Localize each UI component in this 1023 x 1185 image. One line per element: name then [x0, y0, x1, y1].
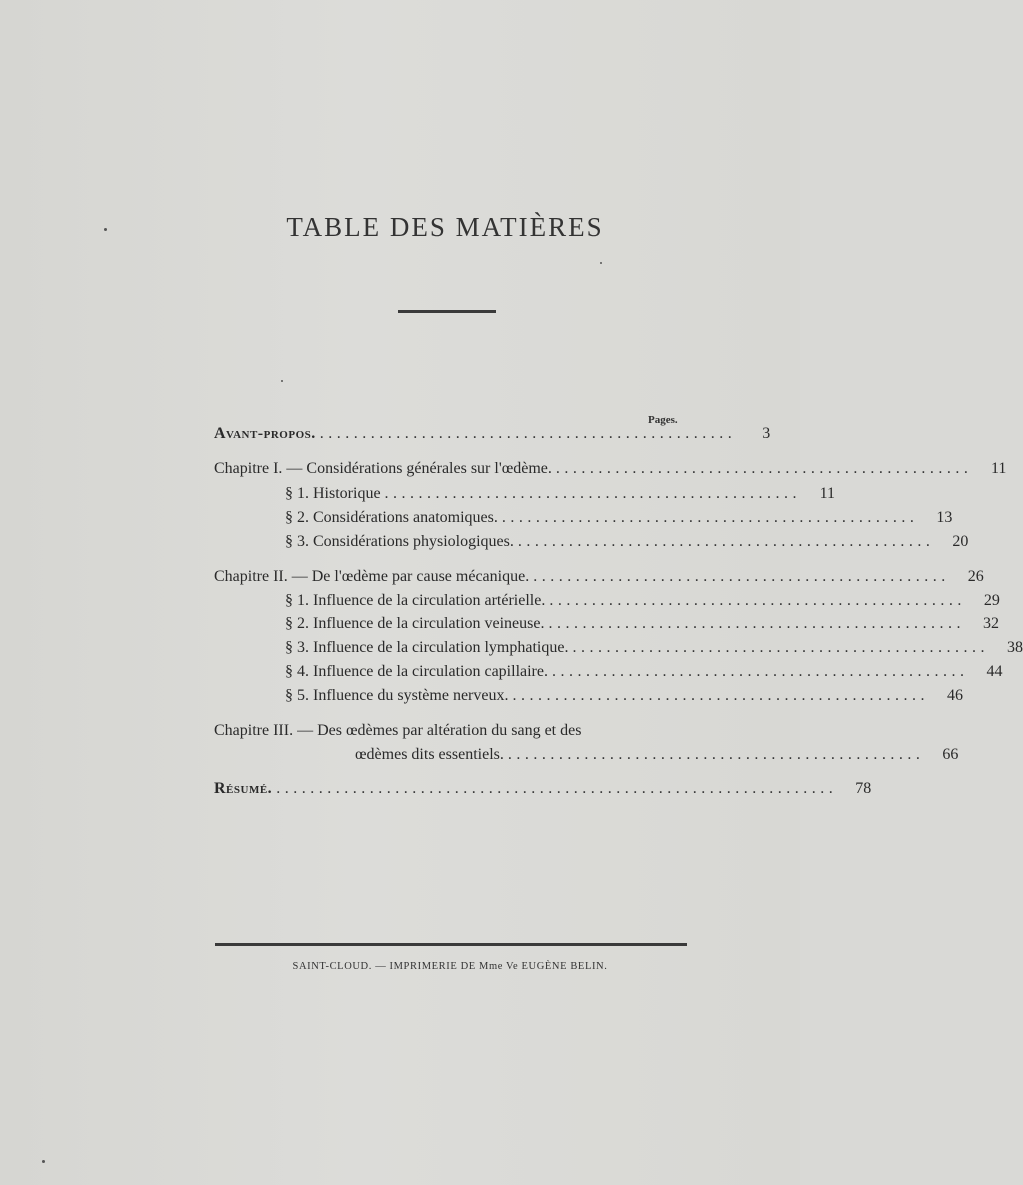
toc-entry-resume: [214, 779, 872, 799]
toc-page-number: 11: [991, 460, 1007, 477]
dot-leader: .................................................: [555, 460, 973, 477]
toc-entry-1-1: [285, 484, 836, 504]
dot-leader: .................................................: [533, 568, 950, 585]
toc-page-number: 29: [983, 592, 1000, 609]
title-rule: [398, 310, 496, 313]
toc-label: § 1. Historique: [285, 485, 381, 502]
paper-speck: [600, 262, 602, 264]
dot-leader: .................................................: [551, 663, 969, 680]
toc-label: Chapitre II. — De l'œdème par cause mécanique.: [214, 568, 530, 585]
printer-imprint: SAINT-CLOUD. — IMPRIMERIE DE Mme Ve EUGÈNE BELIN.: [292, 961, 608, 972]
toc-page-number: 78: [855, 780, 872, 797]
dot-leader: .................................................: [549, 592, 966, 609]
toc-page-number: 32: [982, 615, 999, 632]
toc-page-number: 66: [942, 746, 959, 763]
footer-rule: [215, 943, 687, 946]
pages-column-label: Pages.: [648, 414, 678, 426]
dot-leader: .................................................: [507, 746, 925, 763]
toc-page-number: 38: [1006, 639, 1023, 656]
toc-entry-chapitre-1: [214, 459, 1007, 479]
toc-page-number: 26: [967, 568, 984, 585]
toc-entry-avant-propos: [214, 424, 771, 444]
toc-page-number: 3: [762, 425, 771, 442]
dot-leader: .................................................: [384, 485, 802, 502]
toc-page-number: 20: [952, 533, 969, 550]
toc-label: § 5. Influence du système nerveux.: [285, 687, 509, 704]
toc-label: Chapitre III. — Des œdèmes par altération du sang et des: [214, 722, 582, 739]
toc-entry-chapitre-3: [214, 721, 684, 741]
toc-label: Résumé.: [214, 780, 273, 797]
toc-page-number: 44: [986, 663, 1003, 680]
toc-page-number: 13: [936, 509, 953, 526]
toc-entry-chapitre-3-cont: [355, 745, 959, 765]
paper-speck: [42, 1160, 45, 1163]
toc-entry-2-4: [285, 662, 1003, 682]
toc-label: § 2. Considérations anatomiques.: [285, 509, 498, 526]
toc-page-number: 11: [819, 485, 836, 502]
dot-leader: ..................................................................: [276, 780, 838, 797]
toc-label: Avant-propos.: [214, 425, 316, 442]
dot-leader: .................................................: [517, 533, 935, 550]
toc-label: œdèmes dits essentiels.: [355, 746, 504, 763]
toc-entry-1-3: [285, 532, 969, 552]
toc-label: Chapitre I. — Considérations générales sur l'œdème.: [214, 460, 552, 477]
toc-page-number: 46: [946, 687, 963, 704]
toc-label: § 4. Influence de la circulation capillaire.: [285, 663, 548, 680]
dot-leader: .................................................: [548, 615, 965, 632]
toc-entry-2-5: [285, 686, 963, 706]
toc-label: § 2. Influence de la circulation veineuse.: [285, 615, 545, 632]
dot-leader: .................................................: [501, 509, 919, 526]
toc-entry-2-3: [285, 638, 1023, 658]
toc-entry-1-2: [285, 508, 953, 528]
toc-entry-2-1: [285, 591, 1000, 611]
page-title: TABLE DES MATIÈRES: [286, 212, 604, 242]
paper-speck: [104, 228, 107, 231]
toc-entry-chapitre-2: [214, 567, 984, 587]
toc-label: § 1. Influence de la circulation artérielle.: [285, 592, 546, 609]
toc-label: § 3. Influence de la circulation lymphatique.: [285, 639, 569, 656]
dot-leader: .................................................: [572, 639, 989, 656]
paper-speck: [281, 380, 283, 382]
toc-entry-2-2: [285, 614, 999, 634]
dot-leader: .................................................: [319, 425, 737, 442]
toc-label: § 3. Considérations physiologiques.: [285, 533, 514, 550]
dot-leader: .................................................: [512, 687, 929, 704]
